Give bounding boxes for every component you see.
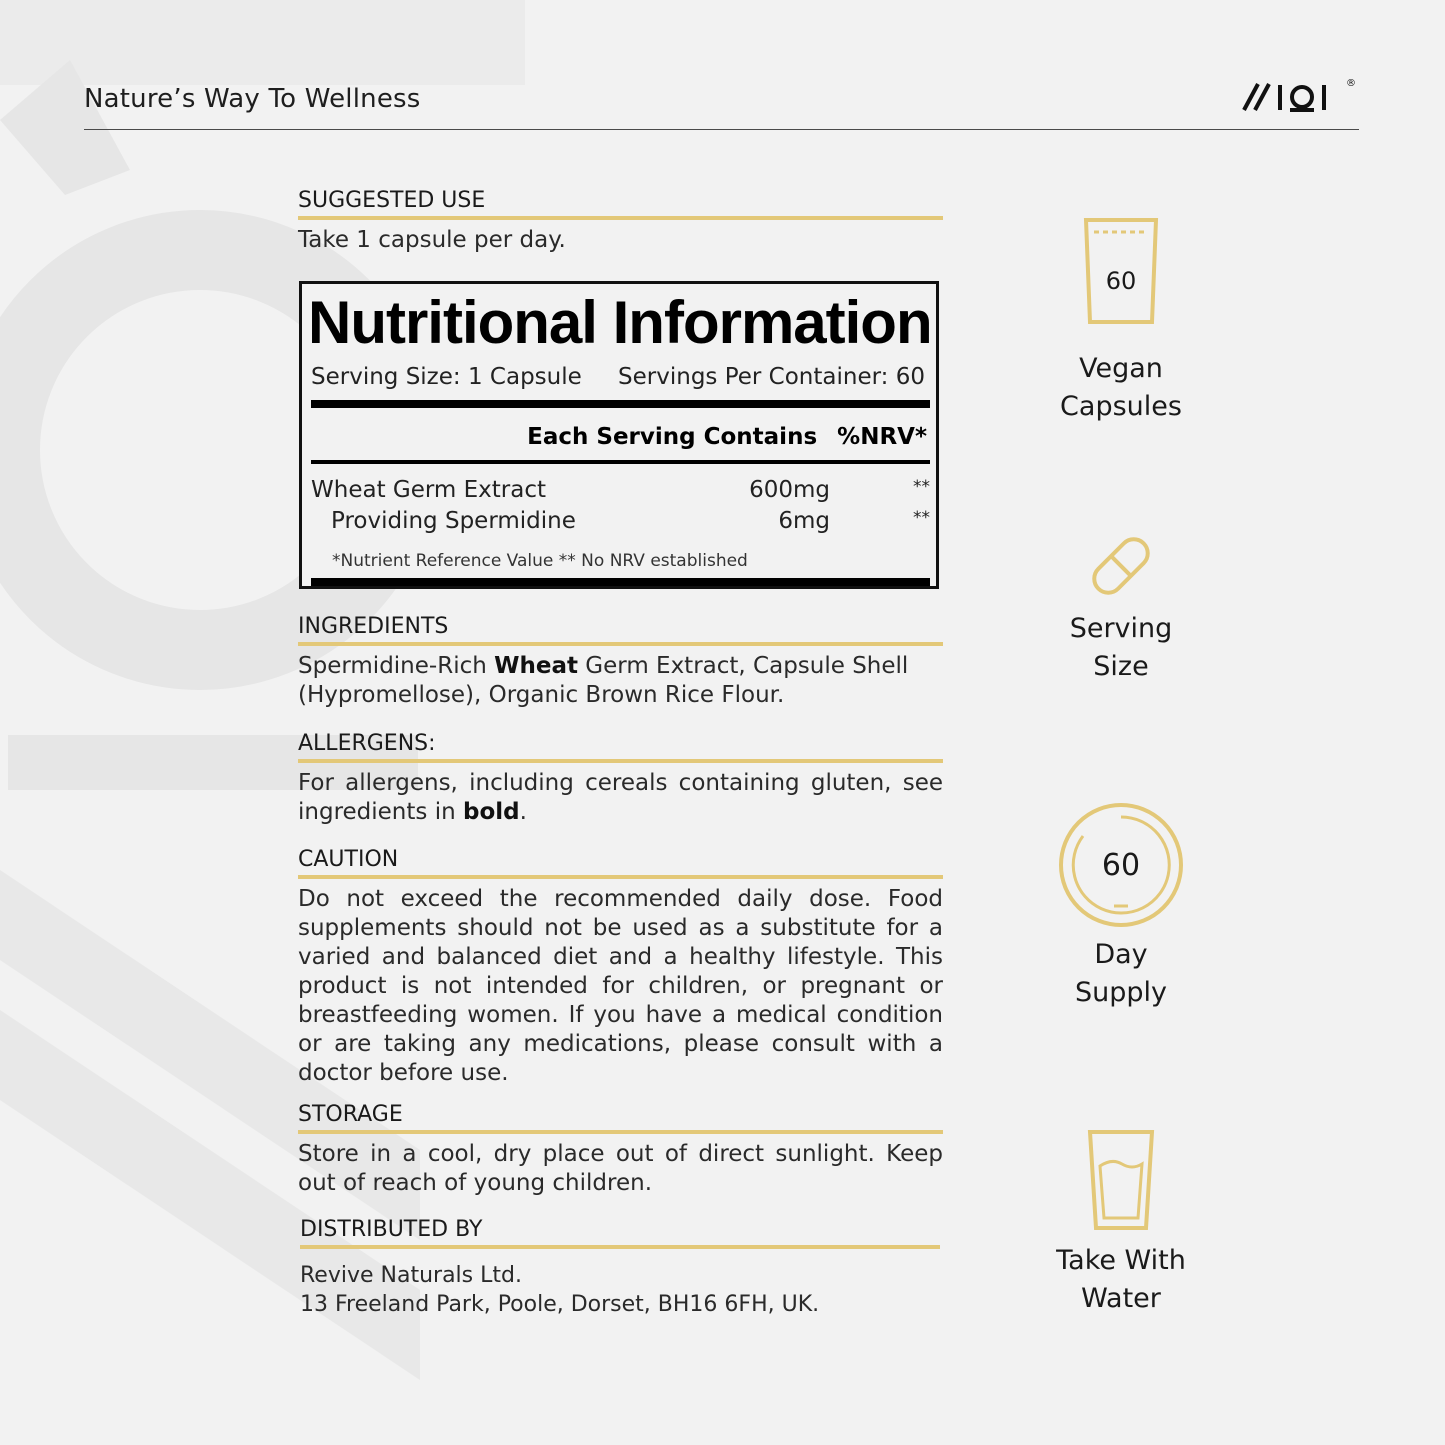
dial-count: 60 [1101,848,1141,883]
feature-label-line1: Day [1094,939,1148,970]
storage-section [298,1102,943,1198]
serving-size-feature [1030,526,1212,686]
nutrition-header [527,424,927,450]
bold-word: bold [462,799,520,825]
pouch-icon [1076,214,1166,330]
nrv-label: %NRV* [837,424,927,450]
allergens-text: For allergens, including cereals containing gluten, see ingredients in bold. [298,770,943,825]
brand-logo [1240,72,1365,116]
suggested-use-text: Take 1 capsule per day. [298,227,566,253]
nutrition-bottom-rule [311,578,930,586]
ingredients-text: Spermidine-Rich Wheat Germ Extract, Capsule Shell (Hypromellose), Organic Brown Rice Flour. [298,653,909,708]
caution-section [298,847,943,1088]
take-with-water-feature [1030,1128,1212,1318]
nutrient-amount: 600mg [749,477,830,503]
feature-label-line1: Serving [1069,613,1173,644]
nutrition-panel [299,281,939,589]
distributor-name: Revive Naturals Ltd. [300,1263,522,1288]
distributor-address: 13 Freeland Park, Poole, Dorset, BH16 6FH, UK. [300,1292,820,1317]
distributed-section [300,1217,940,1319]
caution-title: CAUTION [298,847,943,879]
caution-text: Do not exceed the recommended daily dose. Food supplements should not be used as a substitute for a varied and balanced diet and a healthy lifestyle. This product is not intended for children, or pregnant or breastfeeding women. If you have a medical condition or are taking any medications, please consult with a doctor before use. [298,886,943,1086]
suggested-use-title: SUGGESTED USE [298,188,943,220]
feature-label-line2: Water [1081,1283,1161,1314]
distributed-title: DISTRIBUTED BY [300,1217,940,1249]
glass-of-water-icon [1086,1128,1156,1232]
day-supply-feature [1030,800,1212,1012]
header-divider [84,129,1359,130]
pouch-count: 60 [1105,267,1137,295]
nutrient-name: Providing Spermidine [331,508,576,534]
feature-label-line2: Capsules [1060,391,1182,422]
feature-label-line1: Take With [1056,1245,1186,1276]
ingredients-section [298,614,943,710]
each-serving-label: Each Serving Contains [527,424,818,450]
suggested-use-section [298,188,943,255]
ingredients-title: INGREDIENTS [298,614,943,646]
feature-label-line2: Supply [1074,977,1167,1008]
dial-icon [1056,800,1186,930]
storage-title: STORAGE [298,1102,943,1134]
nutrition-title: Nutritional Information [308,289,932,356]
allergens-title: ALLERGENS: [298,731,943,763]
nutrient-amount: 6mg [778,508,830,534]
vegan-capsules-feature [1030,214,1212,426]
feature-label-line1: Vegan [1079,353,1163,384]
registered-mark: ® [1346,78,1356,89]
header-tagline: Nature’s Way To Wellness [84,84,421,114]
nutrient-name: Wheat Germ Extract [311,477,547,503]
allergens-section [298,731,943,827]
nutrient-nrv: ** [913,477,930,497]
serving-size: Serving Size: 1 Capsule [311,364,582,390]
nrv-footnote: *Nutrient Reference Value ** No NRV established [332,551,748,571]
nutrient-row [311,508,930,538]
nutrition-thick-rule [311,400,930,408]
nutrient-nrv: ** [913,508,930,528]
storage-text: Store in a cool, dry place out of direct sunlight. Keep out of reach of young children. [298,1141,943,1196]
feature-label-line2: Size [1093,651,1149,682]
allergen-highlight: Wheat [494,653,578,679]
nutrition-thin-rule [311,460,930,464]
servings-per-container: Servings Per Container: 60 [618,364,925,390]
capsule-icon [1081,526,1161,606]
nutrient-row [311,477,930,507]
